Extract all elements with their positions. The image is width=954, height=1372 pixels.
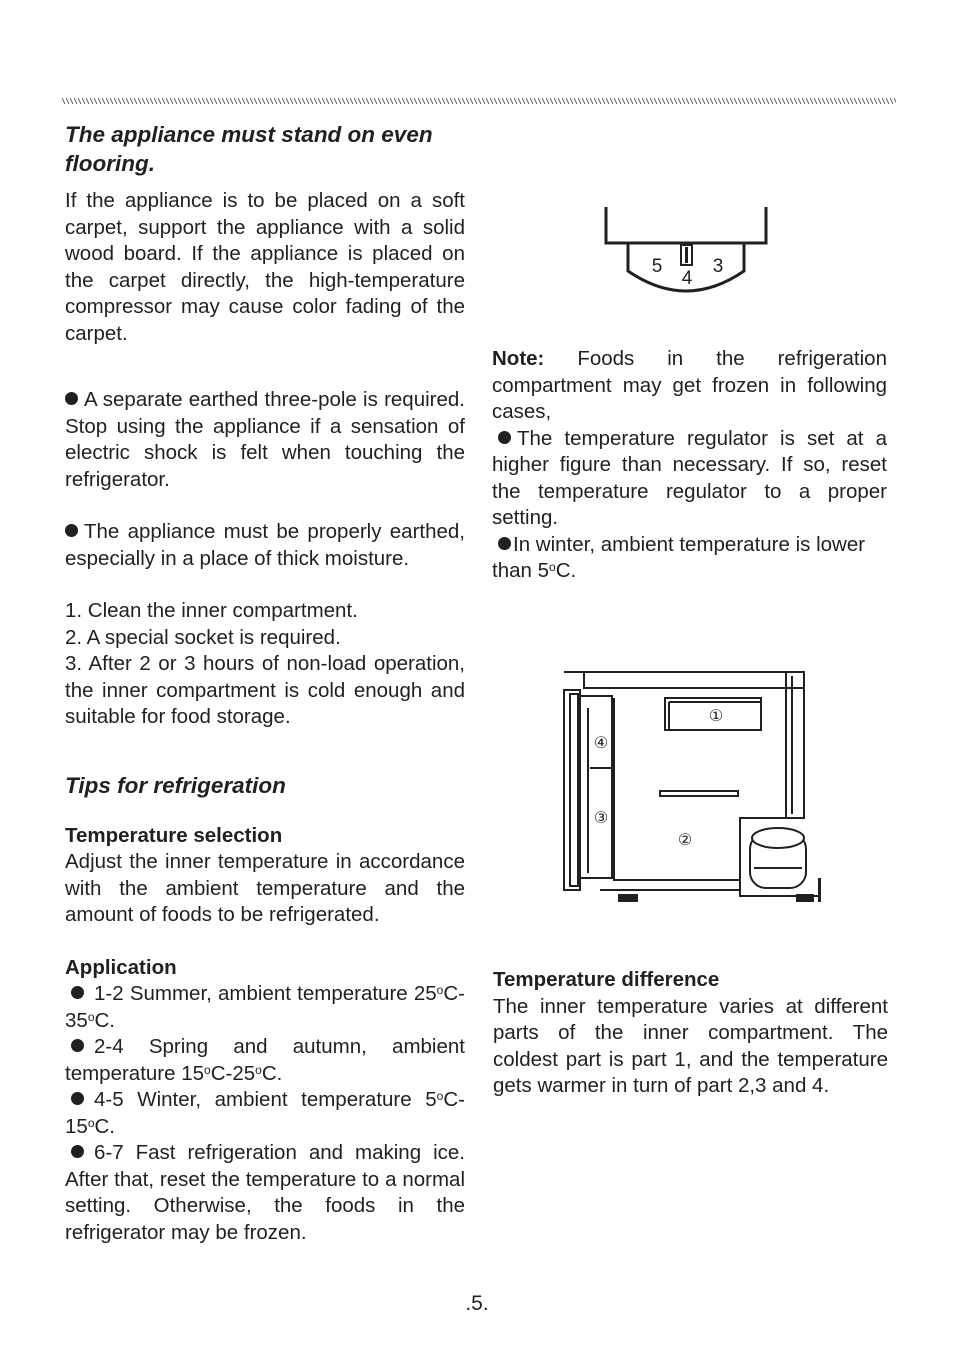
bullet-icon: [71, 1039, 84, 1052]
earthed-three-pole-note: A separate earthed three-pole is required. Stop using the appliance if a sensation of electric shock is felt when touching the refrigerator.: [65, 388, 465, 491]
application-item-4: 6-7 Fast refrigeration and making ice. After that, reset the temperature to a normal setting. Otherwise, the foods in the refrigerator may be frozen.: [65, 1141, 465, 1244]
dial-label-3: 3: [712, 256, 724, 277]
note-block: [492, 346, 887, 585]
note-bullet-2: In winter, ambient temperature is lower than 5$^o$C.: [492, 532, 866, 582]
temperature-difference-text: The inner temperature varies at different parts of the inner compartment. The coldest part is part 1, and the temperature gets warmer in turn of part 2,3 and 4.: [493, 994, 888, 1097]
application-item-1: 1-2 Summer, ambient temperature 25$^o$C-35$^o$C.: [65, 982, 465, 1032]
part-label-1: ①: [708, 708, 724, 725]
flooring-paragraph: If the appliance is to be placed on a soft carpet, support the appliance with a solid wood board. If the appliance is placed on the carpet directly, the high-temperature compressor may cause color fading of the carpet.: [65, 189, 465, 345]
step-1: 1. Clean the inner compartment.: [65, 599, 358, 622]
step-3: 3. After 2 or 3 hours of non-load operation, the inner compartment is cold enough and suitable for food storage.: [65, 652, 465, 728]
bullet-icon: [65, 524, 78, 537]
temperature-difference-heading: Temperature difference: [493, 968, 720, 991]
dial-label-4: 4: [681, 268, 693, 289]
application-heading: Application: [65, 955, 177, 979]
note-bullet-1: The temperature regulator is set at a higher figure than necessary. If so, reset the temperature regulator to a proper setting.: [492, 426, 887, 529]
bullet-icon: [498, 537, 511, 550]
properly-earthed-note: The appliance must be properly earthed, especially in a place of thick moisture.: [65, 520, 465, 570]
note-paragraph: Note: Foods in the refrigeration compartment may get frozen in following cases,: [492, 347, 887, 423]
bullet-icon: [65, 392, 78, 405]
part-label-3: ③: [593, 810, 609, 827]
step-2: 2. A special socket is required.: [65, 625, 341, 649]
temperature-selection-text: Adjust the inner temperature in accordance with the ambient temperature and the amount of foods to be refrigerated.: [65, 850, 465, 926]
temperature-difference-block: [493, 967, 888, 1100]
refrigerator-compartment-diagram: [560, 668, 822, 906]
bullet-icon: [498, 431, 511, 444]
bullet-icon: [71, 986, 84, 999]
bullet-icon: [71, 1145, 84, 1158]
application-item-3: 4-5 Winter, ambient temperature 5$^o$C-15$^o$C.: [65, 1088, 465, 1138]
dial-label-5: 5: [651, 256, 663, 277]
section-heading-flooring: The appliance must stand on even flooring.: [65, 122, 433, 176]
tips-heading: Tips for refrigeration: [65, 772, 286, 798]
bullet-icon: [71, 1092, 84, 1105]
page-number: .5.: [465, 1292, 489, 1315]
application-item-2: 2-4 Spring and autumn, ambient temperature 15$^o$C-25$^o$C.: [65, 1035, 465, 1085]
part-label-4: ④: [593, 735, 609, 752]
decorative-rule: [62, 97, 896, 105]
temperature-selection-heading: Temperature selection: [65, 823, 283, 847]
part-label-2: ②: [677, 832, 693, 849]
temperature-dial-diagram: [600, 203, 772, 298]
left-column: [65, 120, 465, 1246]
